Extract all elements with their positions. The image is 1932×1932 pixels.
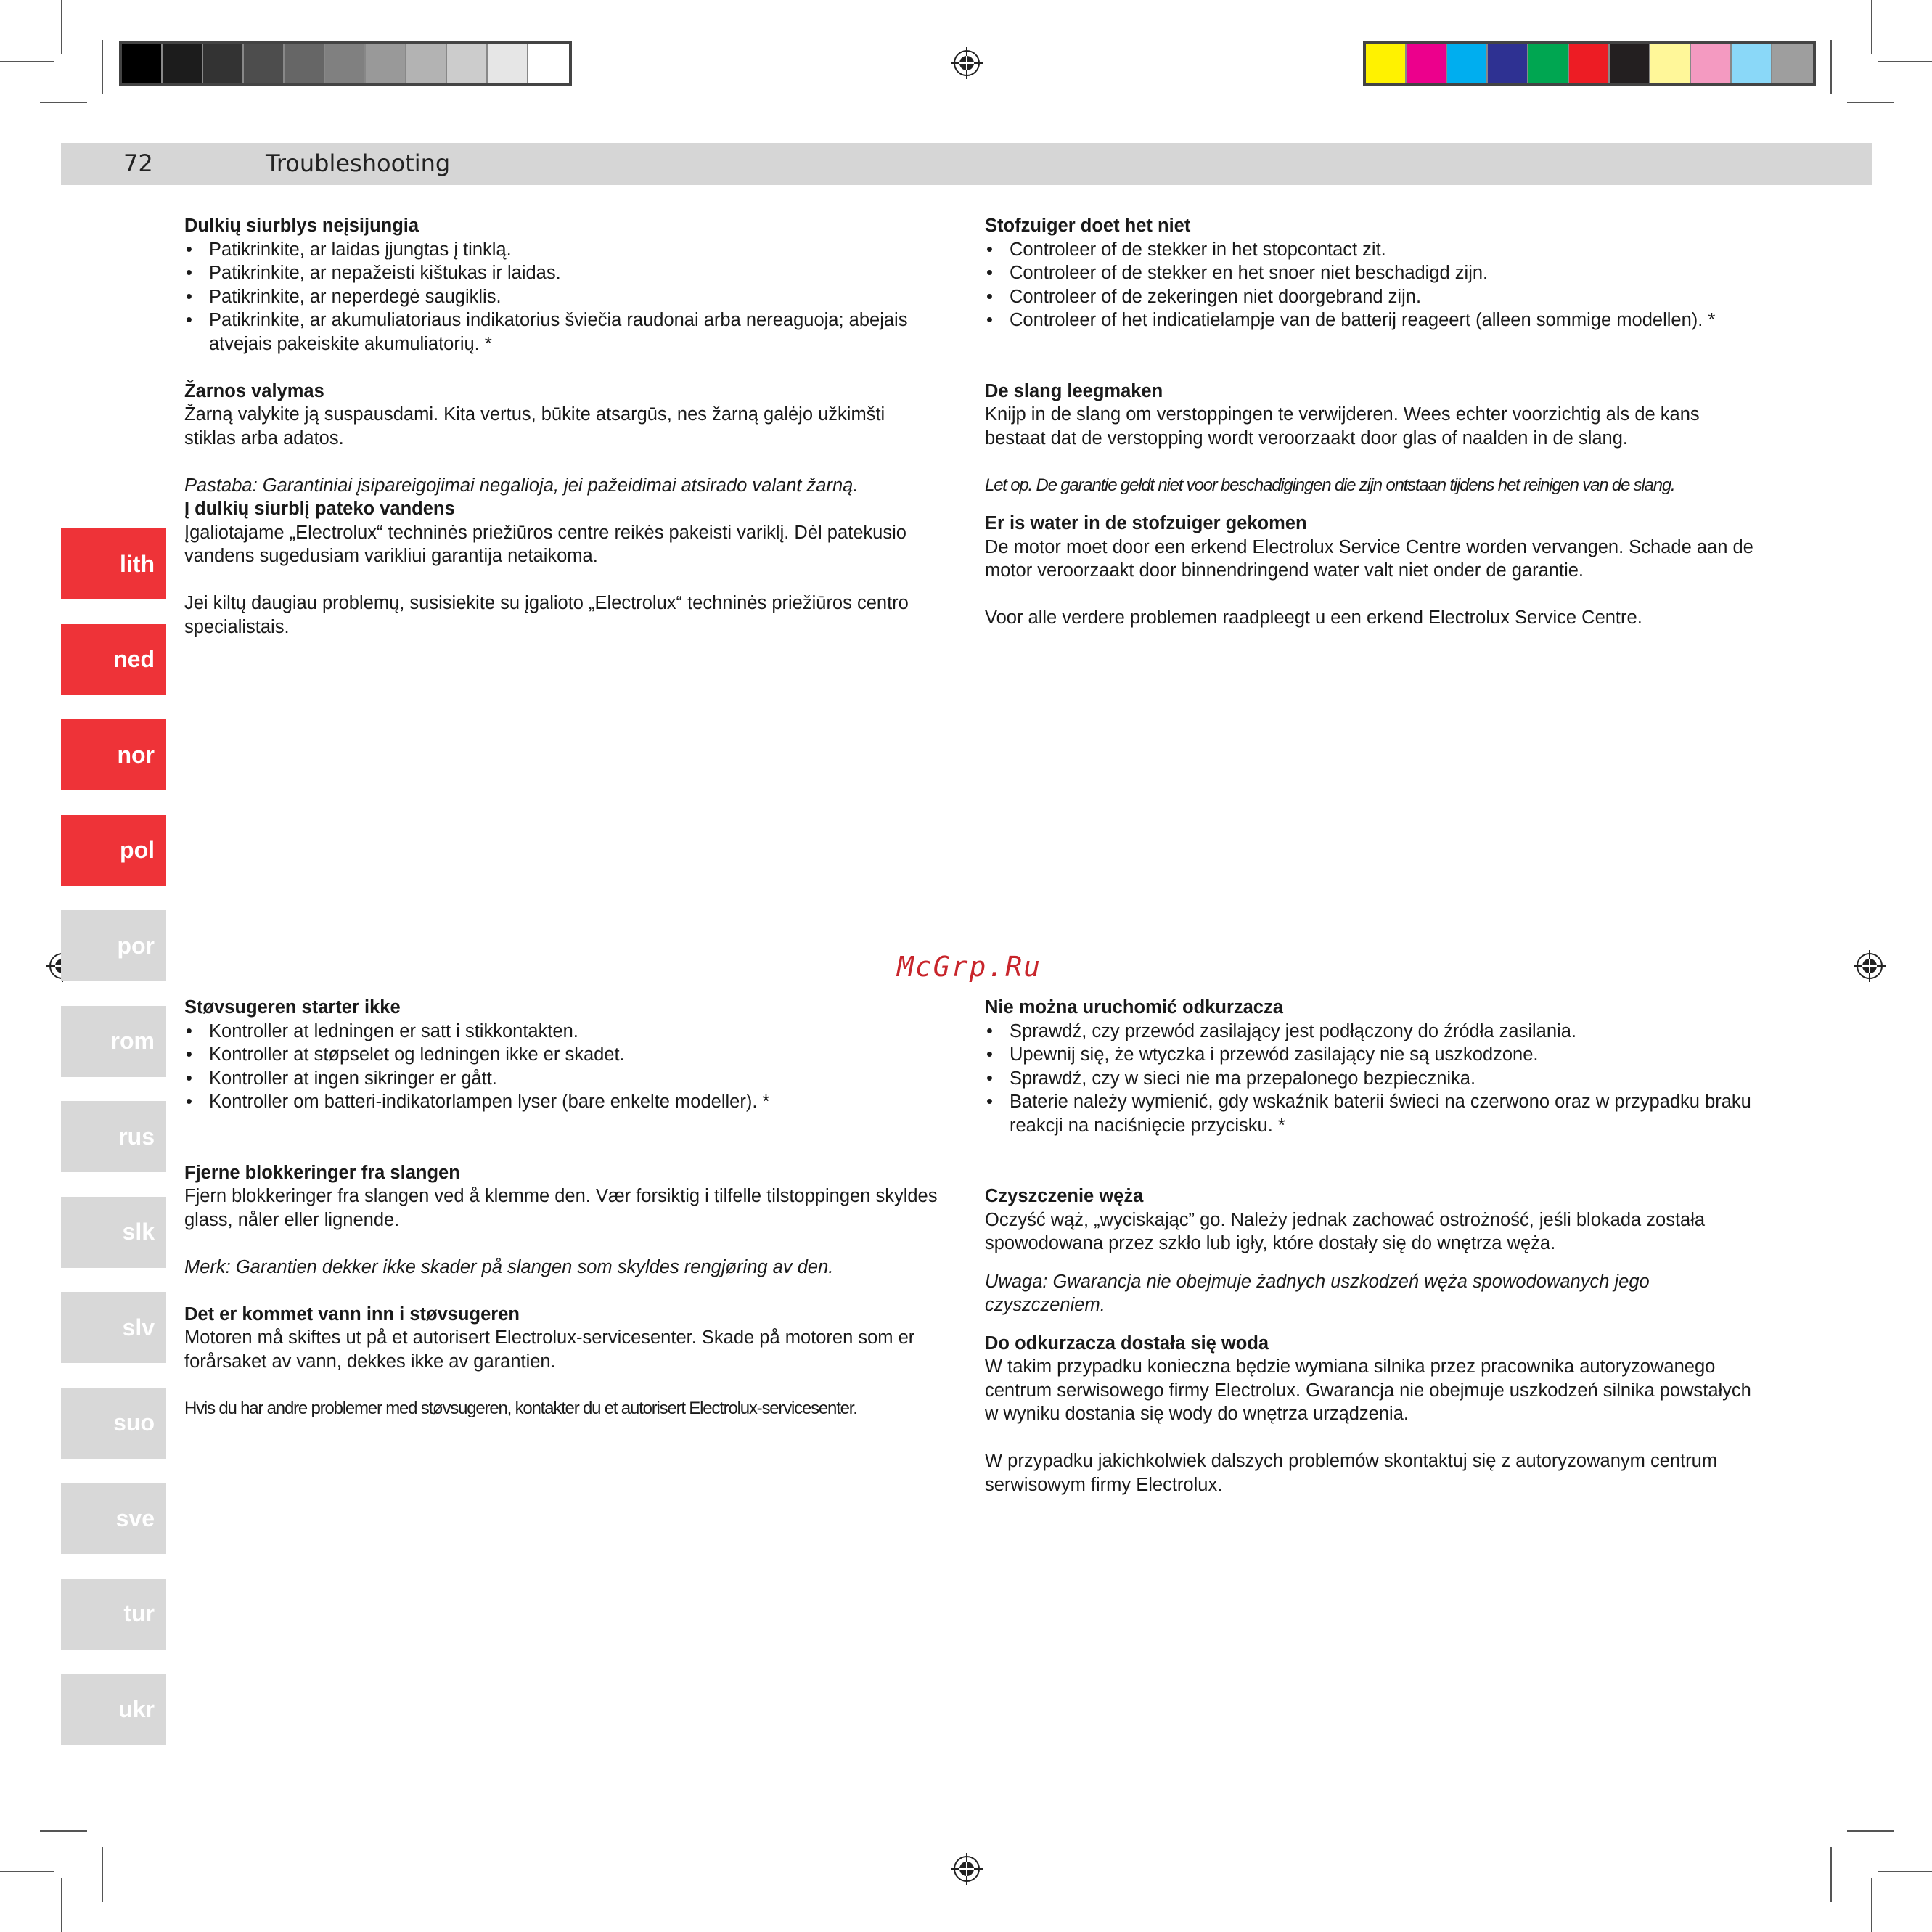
list-item: • Sprawdź, czy przewód zasilający jest podłączony do źródła zasilania. bbox=[985, 1020, 1754, 1044]
color-swatch bbox=[203, 44, 244, 83]
crop-mark bbox=[1871, 1878, 1872, 1932]
color-swatch bbox=[163, 44, 203, 83]
color-swatch bbox=[1488, 44, 1528, 83]
note: Merk: Garantien dekker ikke skader på slangen som skyldes rengjøring av den. bbox=[184, 1256, 834, 1277]
color-swatch bbox=[122, 44, 163, 83]
section-heading: De slang leegmaken bbox=[985, 380, 1163, 401]
tab-nor[interactable]: nor bbox=[61, 719, 166, 790]
color-swatch bbox=[1528, 44, 1569, 83]
tab-por[interactable]: por bbox=[61, 910, 166, 981]
registration-mark-icon bbox=[951, 47, 983, 79]
section-heading: Dulkių siurblys neįsijungia bbox=[184, 216, 419, 236]
registration-mark-icon bbox=[1854, 950, 1886, 982]
registration-mark-icon bbox=[951, 1853, 983, 1885]
tab-ukr[interactable]: ukr bbox=[61, 1674, 166, 1745]
page-title: Troubleshooting bbox=[266, 150, 451, 177]
color-swatch bbox=[366, 44, 406, 83]
color-swatch bbox=[406, 44, 447, 83]
crop-mark bbox=[61, 1878, 62, 1932]
color-swatch bbox=[1610, 44, 1650, 83]
note: Uwaga: Gwarancja nie obejmuje żadnych uszkodzeń węża spowodowanych jego czyszczeniem. bbox=[985, 1271, 1650, 1315]
section-heading: Žarnos valymas bbox=[184, 380, 324, 401]
list-item: • Kontroller at ledningen er satt i stikkontakten. bbox=[184, 1020, 939, 1044]
section-ned bbox=[985, 214, 1754, 630]
page-number: 72 bbox=[123, 150, 153, 177]
section-heading: Czyszczenie węża bbox=[985, 1186, 1144, 1206]
section-lith bbox=[184, 214, 939, 639]
paragraph: Fjern blokkeringer fra slangen ved å klemme den. Vær forsiktig i tilfelle tilstoppingen skyldes glass, nåler eller lignende. bbox=[184, 1186, 938, 1230]
color-swatch bbox=[1366, 44, 1407, 83]
list-item: • Patikrinkite, ar nepažeisti kištukas ir laidas. bbox=[184, 261, 939, 285]
checklist bbox=[985, 1020, 1754, 1138]
crop-mark bbox=[0, 1871, 54, 1872]
list-item: • Kontroller om batteri-indikatorlampen lyser (bare enkelte modeller). * bbox=[184, 1090, 939, 1114]
section-heading: Į dulkių siurblį pateko vandens bbox=[184, 499, 455, 519]
section-nor bbox=[184, 996, 939, 1420]
color-swatch bbox=[488, 44, 528, 83]
list-item: • Controleer of de stekker en het snoer niet beschadigd zijn. bbox=[985, 261, 1754, 285]
paragraph: Oczyść wąż, „wyciskając” go. Należy jednak zachować ostrożność, jeśli blokada została spowodowana przez szkło lub igły, które dostały się do wnętrza węża. bbox=[985, 1209, 1706, 1253]
section-heading: Stofzuiger doet het niet bbox=[985, 216, 1191, 236]
paragraph: Jei kiltų daugiau problemų, susisiekite su įgalioto „Electrolux“ techninės priežiūros centro specialistais. bbox=[184, 593, 909, 637]
tab-rus[interactable]: rus bbox=[61, 1101, 166, 1172]
paragraph: De motor moet door een erkend Electrolux Service Centre worden vervangen. Schade aan de motor veroorzaakt door binnendringend water valt niet onder de garantie. bbox=[985, 536, 1753, 581]
color-swatch bbox=[1447, 44, 1488, 83]
paragraph: Įgaliotajame „Electrolux“ techninės priežiūros centre reikės pakeisti variklį. Dėl patekusio vandens sugedusiam varikliui garantija netaikoma. bbox=[184, 522, 906, 566]
crop-mark bbox=[1878, 61, 1932, 62]
list-item: • Controleer of de zekeringen niet doorgebrand zijn. bbox=[985, 285, 1754, 309]
crop-mark bbox=[1830, 40, 1832, 94]
section-heading: Fjerne blokkeringer fra slangen bbox=[184, 1162, 460, 1183]
list-item: • Patikrinkite, ar neperdegė saugiklis. bbox=[184, 285, 939, 309]
tab-rom[interactable]: rom bbox=[61, 1006, 166, 1077]
tab-sve[interactable]: sve bbox=[61, 1483, 166, 1554]
crop-mark bbox=[102, 40, 103, 94]
watermark: McGrp.Ru bbox=[897, 951, 1042, 983]
color-swatch bbox=[1732, 44, 1772, 83]
section-heading: Støvsugeren starter ikke bbox=[184, 997, 401, 1018]
section-heading: Er is water in de stofzuiger gekomen bbox=[985, 513, 1307, 533]
crop-mark bbox=[0, 61, 54, 62]
tab-slv[interactable]: slv bbox=[61, 1292, 166, 1363]
crop-mark bbox=[40, 1830, 87, 1832]
crop-mark bbox=[1871, 0, 1872, 54]
crop-mark bbox=[1830, 1847, 1832, 1902]
color-swatch bbox=[325, 44, 366, 83]
tab-suo[interactable]: suo bbox=[61, 1388, 166, 1459]
section-pol bbox=[985, 996, 1754, 1497]
crop-mark bbox=[1847, 102, 1894, 103]
section-heading: Do odkurzacza dostała się woda bbox=[985, 1333, 1269, 1354]
tab-tur[interactable]: tur bbox=[61, 1579, 166, 1650]
list-item: • Patikrinkite, ar laidas įjungtas į tinklą. bbox=[184, 238, 939, 262]
language-tabs bbox=[61, 528, 166, 1769]
grayscale-color-bar bbox=[119, 41, 572, 86]
list-item: • Kontroller at støpselet og ledningen ikke er skadet. bbox=[184, 1043, 939, 1067]
color-swatch bbox=[285, 44, 325, 83]
checklist bbox=[184, 1020, 939, 1114]
checklist bbox=[184, 238, 939, 356]
note: Let op. De garantie geldt niet voor beschadigingen die zijn ontstaan tijdens het reinigen van de slang. bbox=[985, 475, 1675, 495]
crop-mark bbox=[40, 102, 87, 103]
crop-mark bbox=[102, 1847, 103, 1902]
color-swatch bbox=[1569, 44, 1610, 83]
paragraph: Voor alle verdere problemen raadpleegt u een erkend Electrolux Service Centre. bbox=[985, 607, 1642, 628]
note: Pastaba: Garantiniai įsipareigojimai negalioja, jei pažeidimai atsirado valant žarną. bbox=[184, 475, 859, 496]
color-swatch bbox=[1407, 44, 1447, 83]
list-item: • Kontroller at ingen sikringer er gått. bbox=[184, 1067, 939, 1091]
paragraph: Žarną valykite ją suspausdami. Kita vertus, būkite atsargūs, nes žarną galėjo užkimšti stiklas arba adatos. bbox=[184, 404, 885, 449]
paragraph: W takim przypadku konieczna będzie wymiana silnika przez pracownika autoryzowanego centrum serwisowego firmy Electrolux. Gwarancja nie obejmuje uszkodzeń silnika powstałych w wyniku dostania się wody do wnętrza urządzenia. bbox=[985, 1356, 1751, 1424]
process-color-bar bbox=[1363, 41, 1816, 86]
list-item: • Sprawdź, czy w sieci nie ma przepalonego bezpiecznika. bbox=[985, 1067, 1754, 1091]
color-swatch bbox=[447, 44, 488, 83]
crop-mark bbox=[61, 0, 62, 54]
crop-mark bbox=[1847, 1830, 1894, 1832]
section-heading: Det er kommet vann inn i støvsugeren bbox=[184, 1303, 520, 1325]
crop-mark bbox=[1878, 1871, 1932, 1872]
list-item: • Controleer of het indicatielampje van de batterij reageert (alleen sommige modellen). * bbox=[985, 308, 1754, 332]
checklist bbox=[985, 238, 1754, 332]
tab-ned[interactable]: ned bbox=[61, 624, 166, 695]
color-swatch bbox=[1772, 44, 1813, 83]
tab-slk[interactable]: slk bbox=[61, 1197, 166, 1268]
paragraph: Motoren må skiftes ut på et autorisert Electrolux-servicesenter. Skade på motoren som er forårsaket av vann, dekkes ikke av garantien. bbox=[184, 1327, 915, 1372]
paragraph: W przypadku jakichkolwiek dalszych problemów skontaktuj się z autoryzowanym centrum serwisowym firmy Electrolux. bbox=[985, 1451, 1718, 1495]
list-item: • Patikrinkite, ar akumuliatoriaus indikatorius šviečia raudonai arba nereaguoja; abejais atvejais pakeiskite akumuliatorių. * bbox=[184, 308, 939, 356]
list-item: • Controleer of de stekker in het stopcontact zit. bbox=[985, 238, 1754, 262]
color-swatch bbox=[244, 44, 285, 83]
tab-pol[interactable]: pol bbox=[61, 815, 166, 886]
color-swatch bbox=[1650, 44, 1691, 83]
paragraph: Hvis du har andre problemer med støvsugeren, kontakter du et autorisert Electrolux-servicesenter. bbox=[184, 1398, 857, 1418]
color-swatch bbox=[1691, 44, 1732, 83]
list-item: • Upewnij się, że wtyczka i przewód zasilający nie są uszkodzone. bbox=[985, 1043, 1754, 1067]
paragraph: Knijp in de slang om verstoppingen te verwijderen. Wees echter voorzichtig als de kans bestaat dat de verstopping wordt veroorzaakt door glas of naalden in de slang. bbox=[985, 404, 1700, 449]
tab-lith[interactable]: lith bbox=[61, 528, 166, 599]
list-item: • Baterie należy wymienić, gdy wskaźnik baterii świeci na czerwono oraz w przypadku braku reakcji na naciśnięcie przycisku. * bbox=[985, 1090, 1754, 1137]
section-heading: Nie można uruchomić odkurzacza bbox=[985, 997, 1283, 1018]
color-swatch bbox=[528, 44, 569, 83]
